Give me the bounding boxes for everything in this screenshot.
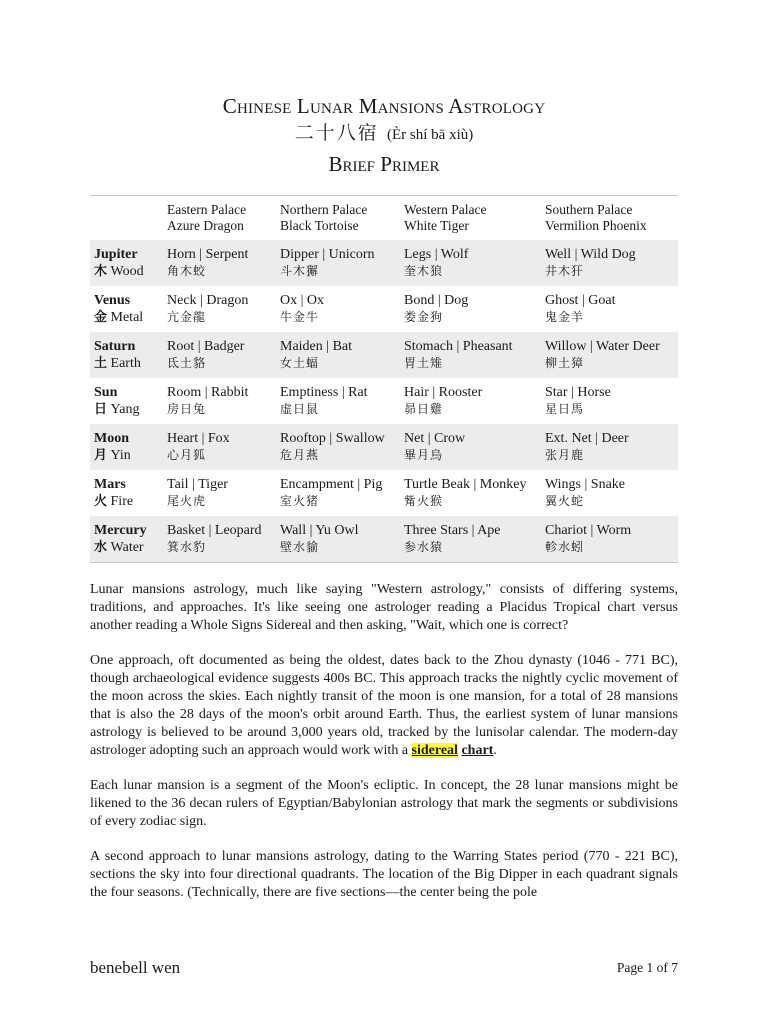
table-row (90, 286, 678, 332)
mansion-cell (400, 240, 541, 286)
mansion-english: Stomach | Pheasant (404, 339, 513, 354)
mansion-cell (163, 286, 276, 332)
mansion-chinese: 軫水蚓 (545, 540, 585, 554)
lunar-mansions-table (90, 195, 678, 563)
planet-name: Jupiter (94, 247, 138, 262)
mansion-chinese: 翼火蛇 (545, 494, 585, 508)
mansion-english: Rooftop | Swallow (280, 431, 385, 446)
element-name: Water (110, 540, 144, 555)
element-glyph: 日 (94, 402, 108, 417)
header-palace-east (163, 196, 276, 241)
planet-cell (90, 470, 163, 516)
paragraph-1: Lunar mansions astrology, much like saying "Western astrology," consists of differing systems, traditions, and approaches. It's like seeing one astrologer reading a Placidus Tropical chart versus another reading a Whole Signs Sidereal and then asking, "Wait, which one is correct? (90, 582, 678, 633)
mansion-chinese: 参水猿 (404, 540, 444, 554)
mansion-cell (163, 332, 276, 378)
mansion-english: Emptiness | Rat (280, 385, 368, 400)
element-glyph: 金 (94, 310, 108, 325)
mansion-chinese: 女土蝠 (280, 356, 320, 370)
palace-animal: Vermilion Phoenix (545, 218, 647, 233)
mansion-chinese: 尾火虎 (167, 494, 207, 508)
mansion-english: Turtle Beak | Monkey (404, 477, 527, 492)
title-pinyin: (Èr shí bā xiù) (387, 127, 474, 143)
mansion-cell (276, 378, 400, 424)
mansion-chinese: 斗木獬 (280, 264, 320, 278)
mansion-english: Legs | Wolf (404, 247, 469, 262)
header-empty-cell (90, 196, 163, 241)
document-page (90, 92, 678, 919)
element-name: Yin (110, 448, 131, 463)
table-row (90, 470, 678, 516)
mansion-english: Basket | Leopard (167, 523, 262, 538)
mansion-cell (541, 332, 678, 378)
mansion-chinese: 牛金牛 (280, 310, 320, 324)
mansion-english: Willow | Water Deer (545, 339, 660, 354)
title-chinese-line (90, 121, 678, 147)
paragraph-3: Each lunar mansion is a segment of the Moon's ecliptic. In concept, the 28 lunar mansions might be likened to the 36 decan rulers of Egyptian/Babylonian astrology that mark the segments or subdivisions of every zodiac sign. (90, 778, 678, 829)
mansion-cell (163, 378, 276, 424)
mansion-cell (163, 470, 276, 516)
paragraph-4: A second approach to lunar mansions astrology, dating to the Warring States period (770 - 221 BC), sections the sky into four directional quadrants. The location of the Big Dipper in each quadrant signals the four seasons. (Technically, there are five sections—the center being the pole (90, 849, 678, 900)
mansion-english: Dipper | Unicorn (280, 247, 375, 262)
planet-name: Mercury (94, 523, 147, 538)
footer-author: benebell wen (90, 958, 181, 977)
planet-cell (90, 286, 163, 332)
planet-cell (90, 332, 163, 378)
element-name: Yang (110, 402, 140, 417)
palace-animal: White Tiger (404, 218, 469, 233)
mansion-english: Star | Horse (545, 385, 611, 400)
mansion-english: Heart | Fox (167, 431, 230, 446)
planet-name: Saturn (94, 339, 136, 354)
element-name: Metal (110, 310, 144, 325)
mansion-chinese: 柳土獐 (545, 356, 585, 370)
palace-animal: Azure Dragon (167, 218, 244, 233)
mansion-english: Net | Crow (404, 431, 466, 446)
table-row (90, 378, 678, 424)
planet-cell (90, 516, 163, 563)
mansion-english: Hair | Rooster (404, 385, 483, 400)
mansion-chinese: 胃土雉 (404, 356, 444, 370)
sidereal-link[interactable]: sidereal (411, 743, 458, 758)
document-subtitle: Brief Primer (328, 152, 440, 176)
mansion-english: Three Stars | Ape (404, 523, 501, 538)
mansion-chinese: 箕水豹 (167, 540, 207, 554)
table-row (90, 332, 678, 378)
mansion-chinese: 室火猪 (280, 494, 320, 508)
body-text (90, 581, 678, 902)
mansion-chinese: 氐土貉 (167, 356, 207, 370)
mansion-cell (276, 240, 400, 286)
mansion-english: Ox | Ox (280, 293, 325, 308)
mansion-cell (541, 286, 678, 332)
element-glyph: 水 (94, 540, 108, 555)
planet-cell (90, 240, 163, 286)
planet-cell (90, 378, 163, 424)
mansion-cell (276, 286, 400, 332)
mansion-english: Room | Rabbit (167, 385, 249, 400)
palace-name: Southern Palace (545, 202, 633, 217)
title-block (90, 92, 678, 179)
planet-name: Mars (94, 477, 126, 492)
element-name: Fire (110, 494, 134, 509)
mansion-chinese: 虚日鼠 (280, 402, 320, 416)
mansion-chinese: 危月燕 (280, 448, 320, 462)
mansion-chinese: 昴日雞 (404, 402, 444, 416)
planet-cell (90, 424, 163, 470)
table-row (90, 424, 678, 470)
mansion-chinese: 角木蛟 (167, 264, 207, 278)
mansion-english: Ext. Net | Deer (545, 431, 629, 446)
mansion-english: Neck | Dragon (167, 293, 249, 308)
mansion-cell (163, 516, 276, 563)
mansion-chinese: 张月鹿 (545, 448, 585, 462)
mansion-cell (541, 424, 678, 470)
mansion-english: Tail | Tiger (167, 477, 228, 492)
mansion-chinese: 觜火猴 (404, 494, 444, 508)
planet-name: Sun (94, 385, 118, 400)
header-palace-north (276, 196, 400, 241)
chart-link[interactable]: chart (461, 743, 494, 758)
mansion-cell (400, 516, 541, 563)
mansion-cell (400, 332, 541, 378)
element-glyph: 土 (94, 356, 108, 371)
mansion-english: Wall | Yu Owl (280, 523, 359, 538)
mansion-cell (400, 424, 541, 470)
mansion-cell (276, 470, 400, 516)
header-palace-south (541, 196, 678, 241)
mansion-chinese: 畢月烏 (404, 448, 444, 462)
mansion-chinese: 星日馬 (545, 402, 585, 416)
mansion-english: Root | Badger (167, 339, 245, 354)
mansion-english: Wings | Snake (545, 477, 626, 492)
mansion-english: Horn | Serpent (167, 247, 249, 262)
mansion-cell (541, 378, 678, 424)
mansion-english: Chariot | Worm (545, 523, 632, 538)
mansion-cell (400, 378, 541, 424)
mansion-cell (400, 286, 541, 332)
mansion-english: Bond | Dog (404, 293, 469, 308)
element-name: Earth (110, 356, 141, 371)
mansion-cell (541, 516, 678, 563)
paragraph-2-text: One approach, oft documented as being the oldest, dates back to the Zhou dynasty (1046 - 771 BC), though archaeological evidence suggests 400s BC. This approach tracks the nightly cyclic movement of the moon across the skies. Each nightly transit of the moon is one mansion, for a total of 28 mansions that is also the 28 days of the moon's orbit around Earth. Thus, the earliest system of lunar mansions astrology is believed to be around 3,000 years old, tracked by the lunisolar calendar. The modern-day astrologer adopting such an approach would work with a (90, 653, 678, 758)
title-cjk: 二十八宿 (294, 122, 379, 144)
planet-name: Venus (94, 293, 131, 308)
header-palace-west (400, 196, 541, 241)
mansion-cell (400, 470, 541, 516)
mansion-english: Maiden | Bat (280, 339, 353, 354)
mansion-chinese: 奎木狼 (404, 264, 444, 278)
mansion-cell (163, 424, 276, 470)
element-name: Wood (110, 264, 144, 279)
mansion-chinese: 井木犴 (545, 264, 585, 278)
document-title: Chinese Lunar Mansions Astrology (222, 94, 546, 118)
table-row (90, 516, 678, 563)
palace-name: Western Palace (404, 202, 487, 217)
mansion-english: Ghost | Goat (545, 293, 616, 308)
mansion-cell (541, 470, 678, 516)
mansion-cell (276, 516, 400, 563)
table-header-row (90, 196, 678, 241)
palace-name: Eastern Palace (167, 202, 247, 217)
palace-name: Northern Palace (280, 202, 368, 217)
mansion-chinese: 亢金龍 (167, 310, 207, 324)
mansion-english: Well | Wild Dog (545, 247, 636, 262)
mansion-chinese: 壁水貐 (280, 540, 320, 554)
mansion-chinese: 鬼金羊 (545, 310, 585, 324)
mansion-chinese: 娄金狗 (404, 310, 444, 324)
mansion-cell (541, 240, 678, 286)
element-glyph: 木 (94, 264, 108, 279)
planet-name: Moon (94, 431, 129, 446)
mansion-chinese: 房日兔 (167, 402, 207, 416)
mansion-cell (276, 332, 400, 378)
element-glyph: 月 (94, 448, 108, 463)
mansion-cell (163, 240, 276, 286)
table-row (90, 240, 678, 286)
paragraph-2 (90, 652, 678, 760)
element-glyph: 火 (94, 494, 108, 509)
mansion-cell (276, 424, 400, 470)
paragraph-2-end: . (493, 743, 497, 758)
palace-animal: Black Tortoise (280, 218, 359, 233)
mansion-chinese: 心月狐 (167, 448, 207, 462)
mansion-english: Encampment | Pig (280, 477, 383, 492)
footer-page-number: Page 1 of 7 (616, 960, 678, 975)
